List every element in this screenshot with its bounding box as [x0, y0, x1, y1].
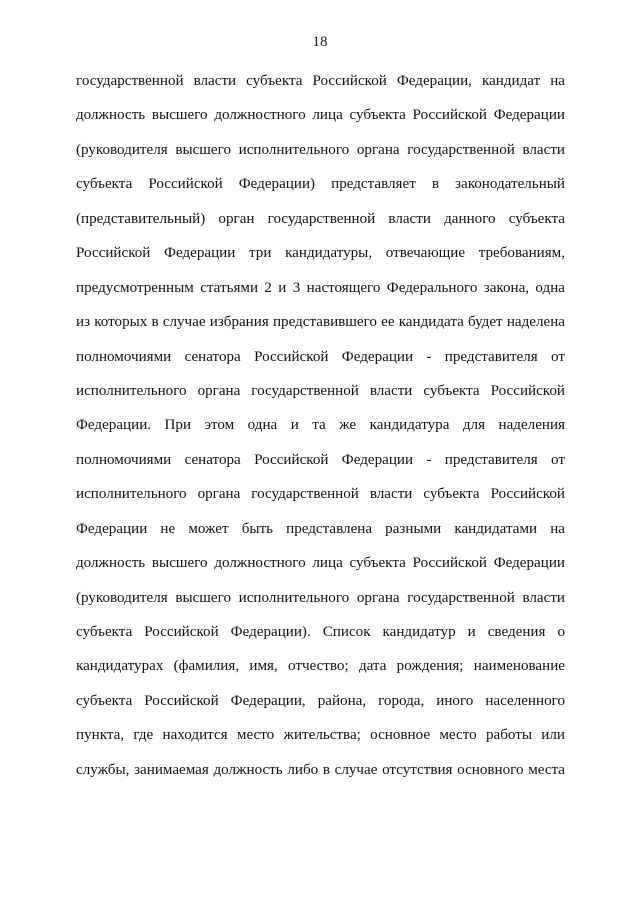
text-line: полномочиями сенатора Российской Федерации - представителя от — [76, 348, 565, 365]
text-line: (руководителя высшего исполнительного органа государственной власти — [76, 141, 565, 158]
text-line: Федерации. При этом одна и та же кандидатура для наделения — [76, 417, 565, 434]
text-line: из которых в случае избрания представившего ее кандидата будет наделена — [76, 314, 565, 331]
text-line: полномочиями сенатора Российской Федерации - представителя от — [76, 451, 565, 468]
text-line: Российской Федерации три кандидатуры, отвечающие требованиям, — [76, 245, 565, 262]
text-line: службы, занимаемая должность либо в случае отсутствия основного места — [76, 761, 565, 778]
text-line: должность высшего должностного лица субъекта Российской Федерации — [76, 107, 565, 124]
page-number: 18 — [312, 34, 328, 50]
text-line: пункта, где находится место жительства; основное место работы или — [76, 727, 565, 744]
text-line: кандидатурах (фамилия, имя, отчество; дата рождения; наименование — [76, 658, 565, 675]
text-line: государственной власти субъекта Российской Федерации, кандидат на — [76, 73, 565, 89]
text-line: должность высшего должностного лица субъекта Российской Федерации — [76, 555, 565, 572]
text-line: Федерации не может быть представлена разными кандидатами на — [76, 520, 565, 537]
text-line: (руководителя высшего исполнительного органа государственной власти — [76, 589, 565, 606]
text-line: субъекта Российской Федерации) представляет в законодательный — [76, 176, 565, 193]
text-line: субъекта Российской Федерации). Список кандидатур и сведения о — [76, 624, 565, 640]
body-text — [76, 70, 565, 793]
text-line: исполнительного органа государственной власти субъекта Российской — [76, 486, 565, 503]
text-line: предусмотренным статьями 2 и 3 настоящего Федерального закона, одна — [76, 279, 565, 296]
text-line: (представительный) орган государственной власти данного субъекта — [76, 210, 565, 227]
text-line: исполнительного органа государственной власти субъекта Российской — [76, 382, 565, 399]
text-line: субъекта Российской Федерации, района, города, иного населенного — [76, 692, 565, 709]
